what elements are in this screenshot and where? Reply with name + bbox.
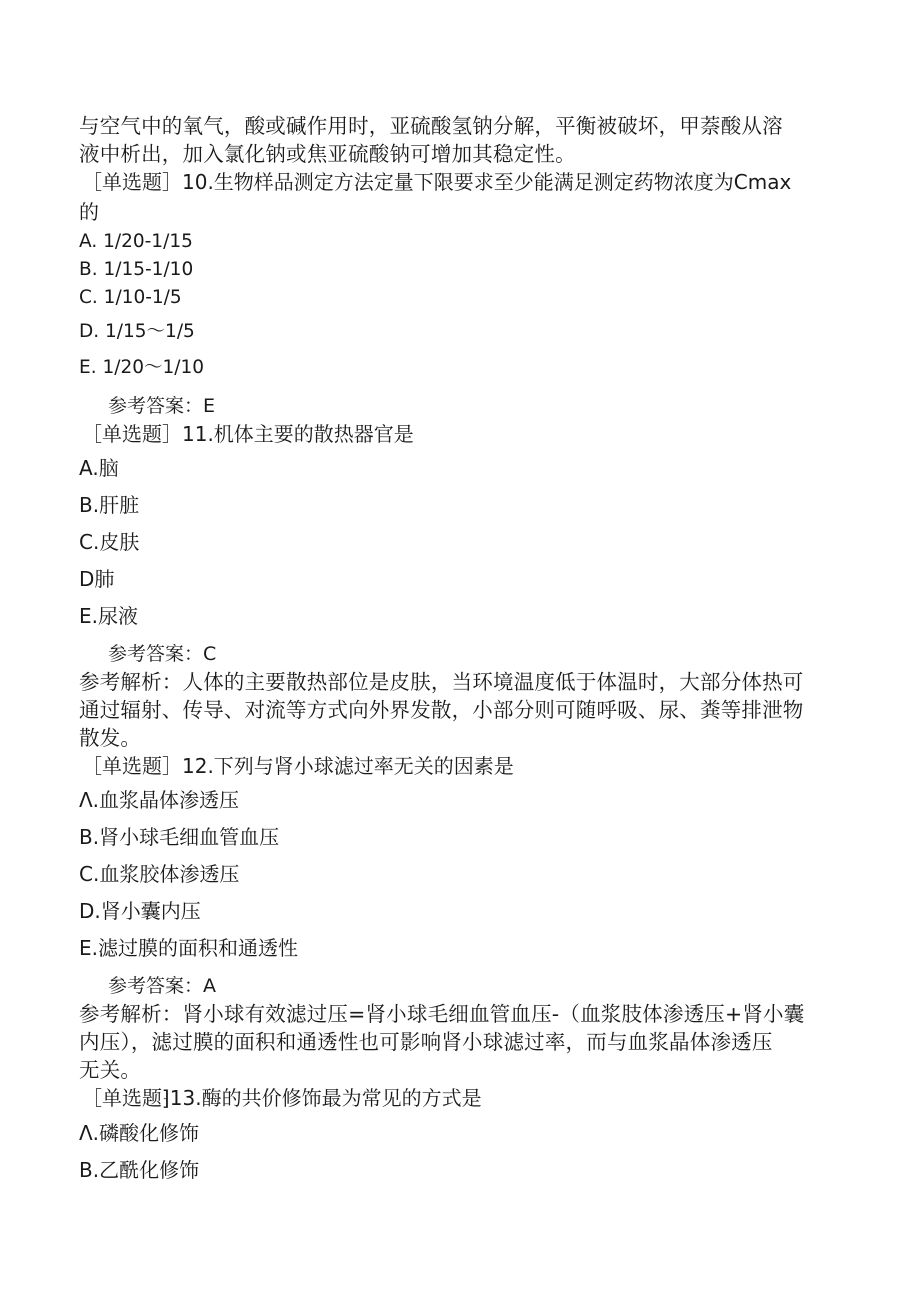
- q11-answer: 参考答案：C: [108, 643, 217, 665]
- q10-answer: 参考答案：E: [108, 395, 216, 417]
- q12-option-b: B.肾小球毛细血管血压: [79, 825, 280, 849]
- q12-answer: 参考答案：A: [108, 975, 216, 997]
- q10-option-b: B. 1/15-1/10: [79, 259, 194, 280]
- q11-analysis-line-2: 通过辐射、传导、对流等方式向外界发散，小部分则可随呼吸、尿、粪等排泄物: [79, 698, 804, 722]
- q11-option-d: D肺: [79, 567, 115, 591]
- q10-option-a: A. 1/20-1/15: [79, 231, 193, 252]
- q12-option-e: E.滤过膜的面积和通透性: [79, 936, 298, 960]
- q12-option-a: Λ.血浆晶体渗透压: [79, 788, 240, 812]
- q11-option-e: E.尿液: [79, 604, 138, 628]
- q10-option-c: C. 1/10-1/5: [79, 287, 182, 308]
- q11-option-c: C.皮肤: [79, 530, 140, 554]
- q10-stem-line-2: 的: [79, 200, 99, 224]
- q12-stem: ［单选题］12.下列与肾小球滤过率无关的因素是: [82, 754, 514, 778]
- q13-option-a: Λ.磷酸化修饰: [79, 1121, 200, 1145]
- q11-stem: ［单选题］11.机体主要的散热器官是: [82, 422, 414, 446]
- q12-option-d: D.肾小囊内压: [79, 899, 201, 923]
- q11-analysis-line-1: 参考解析：人体的主要散热部位是皮肤，当环境温度低于体温时，大部分体热可: [79, 670, 804, 694]
- q12-option-c: C.血浆胶体渗透压: [79, 862, 240, 886]
- q13-stem: ［单选题⁆13.酶的共价修饰最为常见的方式是: [82, 1086, 482, 1110]
- q12-analysis-line-3: 无关。: [79, 1058, 142, 1082]
- q13-option-b: B.乙酰化修饰: [79, 1158, 200, 1182]
- q11-analysis-line-3: 散发。: [79, 726, 142, 750]
- intro-line-2: 液中析出，加入氯化钠或焦亚硫酸钠可增加其稳定性。: [79, 142, 576, 166]
- intro-line-1: 与空气中的氧气，酸或碱作用时，亚硫酸氢钠分解，平衡被破坏，甲萘酸从溶: [79, 114, 783, 138]
- q10-option-d: D. 1/15～1/5: [79, 321, 195, 342]
- q10-stem-line-1: ［单选题］10.生物样品测定方法定量下限要求至少能满足测定药物浓度为Cmax: [82, 170, 792, 194]
- q10-option-e: E. 1/20～1/10: [79, 357, 205, 378]
- q12-analysis-line-1: 参考解析：肾小球有效滤过压=肾小球毛细血管血压-（血浆肢体渗透压+肾小囊: [79, 1002, 805, 1026]
- q12-analysis-line-2: 内压），滤过膜的面积和通透性也可影响肾小球滤过率，而与血浆晶体渗透压: [79, 1030, 773, 1054]
- q11-option-a: A.脑: [79, 456, 119, 480]
- q11-option-b: B.肝脏: [79, 493, 140, 517]
